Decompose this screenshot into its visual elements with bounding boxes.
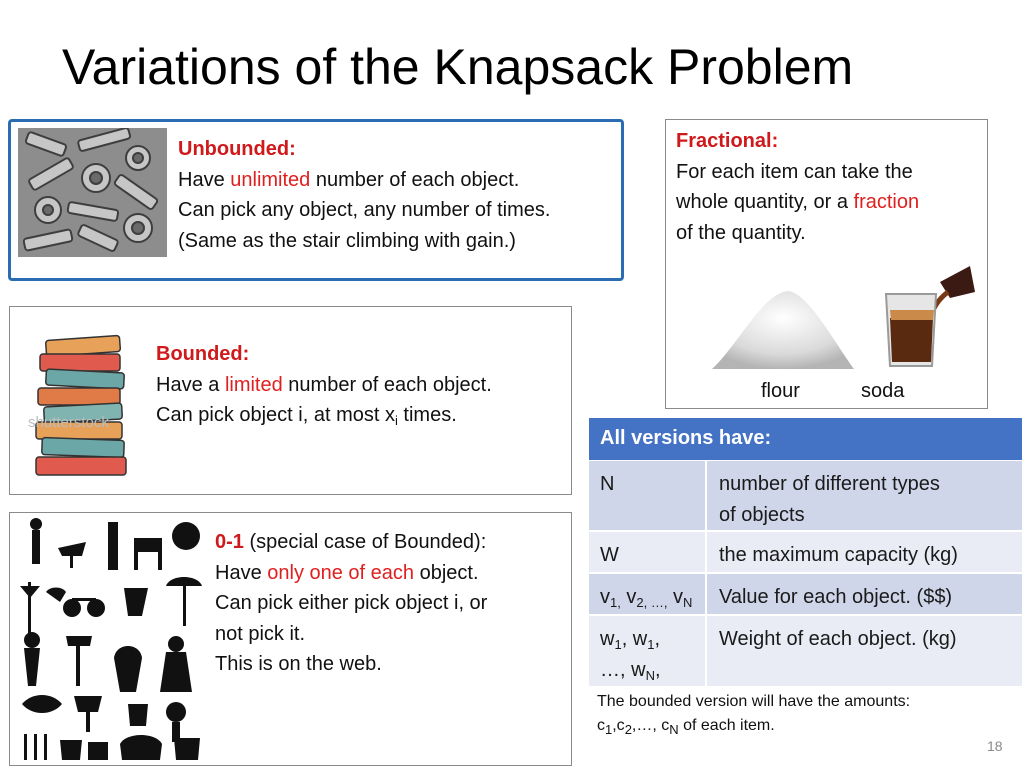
table-desc: Value for each object. ($$) [719, 586, 953, 608]
bounded-heading: Bounded: [156, 343, 250, 365]
fractional-line2: whole quantity, or a fraction [676, 191, 920, 213]
bounded-line1: Have a limited number of each object. [156, 373, 492, 396]
bolts-image [18, 128, 167, 257]
zero-one-line3: not pick it. [215, 622, 306, 645]
table-desc: number of different types of objects [719, 473, 940, 526]
bounded-watermark: shutterstock [28, 414, 109, 431]
page-number: 18 [987, 738, 1003, 754]
fractional-text [676, 126, 919, 248]
bounded-text [156, 339, 492, 431]
zero-one-line4: This is on the web. [215, 653, 382, 675]
zero-one-line2: Can pick either pick object i, or [215, 592, 488, 614]
table-desc: Weight of each object. (kg) [719, 628, 957, 650]
unbounded-line3: (Same as the stair climbing with gain.) [178, 229, 516, 252]
flour-caption: flour [761, 380, 800, 402]
bounded-line2: Can pick object i, at most $x_i$ times. [156, 404, 457, 428]
unbounded-line1: Have unlimited number of each object. [178, 168, 520, 191]
table-row [589, 461, 1022, 530]
bounded-note: The bounded version will have the amounts: $c_1,c_2,\dots$, $c_N$ of each item. [597, 693, 911, 737]
slide-title: Variations of the Knapsack Problem [62, 39, 854, 95]
silhouettes-image [16, 516, 206, 762]
table-row [589, 616, 1022, 686]
table-term: $v_{1,}$ $v_{2, \dots,}$ $v_N$ [589, 574, 707, 614]
soda-caption: soda [861, 380, 905, 402]
books-image [26, 332, 138, 480]
table-desc: the maximum capacity (kg) [719, 544, 958, 566]
unbounded-line2: Can pick any object, any number of times. [178, 199, 551, 221]
table-row [589, 574, 1022, 614]
flour-image [708, 285, 858, 375]
table-row [589, 532, 1022, 572]
fractional-line3: of the quantity. [676, 221, 806, 244]
table-term: W [589, 532, 707, 572]
unbounded-text [178, 134, 550, 256]
table-term: N [589, 461, 707, 530]
soda-image [880, 262, 975, 372]
zero-one-heading: 0-1 (special case of Bounded): [215, 531, 487, 553]
fractional-line1: For each item can take the [676, 160, 913, 183]
unbounded-heading: Unbounded: [178, 138, 296, 160]
table-term: $w_1$, $w_1$, …, $w_N$, [589, 616, 707, 686]
table-header: All versions have: [589, 418, 1022, 460]
zero-one-line1: Have only one of each object. [215, 561, 479, 584]
zero-one-text [215, 527, 487, 680]
fractional-heading: Fractional: [676, 130, 779, 152]
